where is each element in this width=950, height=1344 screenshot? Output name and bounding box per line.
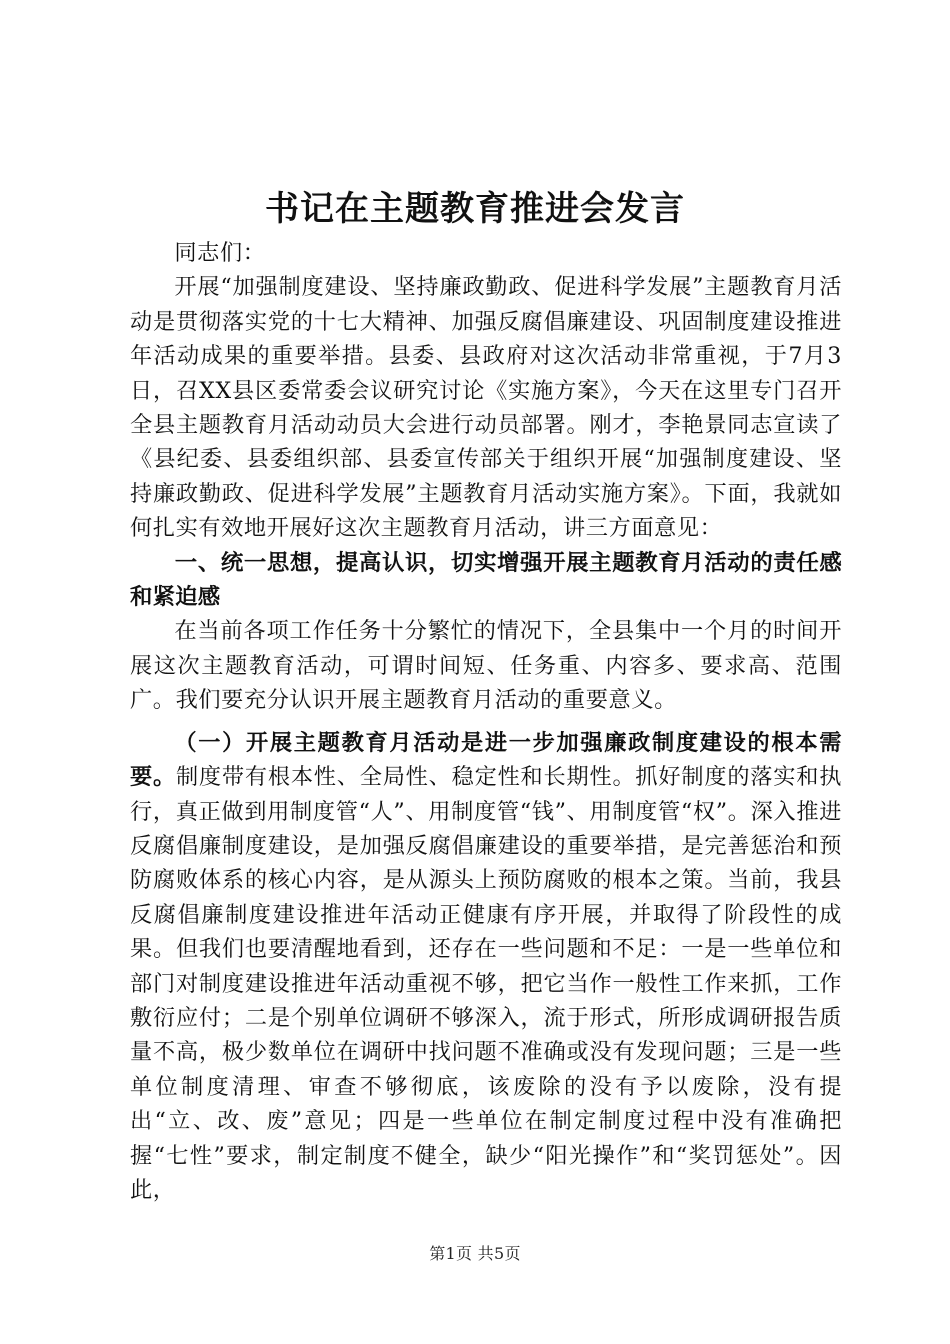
document-title: 书记在主题教育推进会发言 bbox=[265, 189, 685, 229]
section-heading-1: 一、统一思想，提高认识，切实增强开展主题教育月活动的责任感和紧迫感 bbox=[130, 549, 842, 611]
intro-paragraph: 开展“加强制度建设、坚持廉政勤政、促进科学发展”主题教育月活动是贯彻落实党的十七大精神、加强反腐倡廉建设、巩固制度建设推进年活动成果的重要举措。县委、县政府对这次活动非常重视，于7月3日，召XX县区委常委会议研究讨论《实施方案》，今天在这里专门召开全县主题教育月活动动员大会进行动员部署。刚才，李艳景同志宣读了《县纪委、县委组织部、县委宣传部关于组织开展“加强制度建设、坚持廉政勤政、促进科学发展”主题教育月活动实施方案》。下面，我就如何扎实有效地开展好这次主题教育月活动，讲三方面意见： bbox=[130, 274, 842, 542]
section-1-paragraph: 在当前各项工作任务十分繁忙的情况下，全县集中一个月的时间开展这次主题教育活动，可谓时间短、任务重、内容多、要求高、范围广。我们要充分认识开展主题教育月活动的重要意义。 bbox=[130, 618, 842, 714]
page-number-footer: 第1页 共5页 bbox=[429, 1244, 521, 1263]
subsection-1-paragraph bbox=[130, 726, 842, 1208]
salutation: 同志们： bbox=[174, 240, 266, 266]
subsection-1-body: 制度带有根本性、全局性、稳定性和长期性。抓好制度的落实和执行，真正做到用制度管“人”、用制度管“钱”、用制度管“权”。深入推进反腐倡廉制度建设，是加强反腐倡廉建设的重要举措，是完善惩治和预防腐败体系的核心内容，是从源头上预防腐败的根本之策。当前，我县反腐倡廉制度建设推进年活动正健康有序开展，并取得了阶段性的成果。但我们也要清醒地看到，还存在一些问题和不足：一是一些单位和部门对制度建设推进年活动重视不够，把它当作一般性工作来抓，工作敷衍应付；二是个别单位调研不够深入，流于形式，所形成调研报告质量不高，极少数单位在调研中找问题不准确或没有发现问题；三是一些单位制度清理、审查不够彻底，该废除的没有予以废除，没有提出“立、改、废”意见；四是一些单位在制定制度过程中没有准确把握“七性”要求，制定制度不健全，缺少“阳光操作”和“奖罚惩处”。因此， bbox=[130, 764, 842, 1203]
document-body bbox=[130, 236, 842, 1207]
subsection-1-heading: （一）开展主题教育月活动是进一步加强廉政制度建设的根本需要。 bbox=[130, 729, 842, 791]
